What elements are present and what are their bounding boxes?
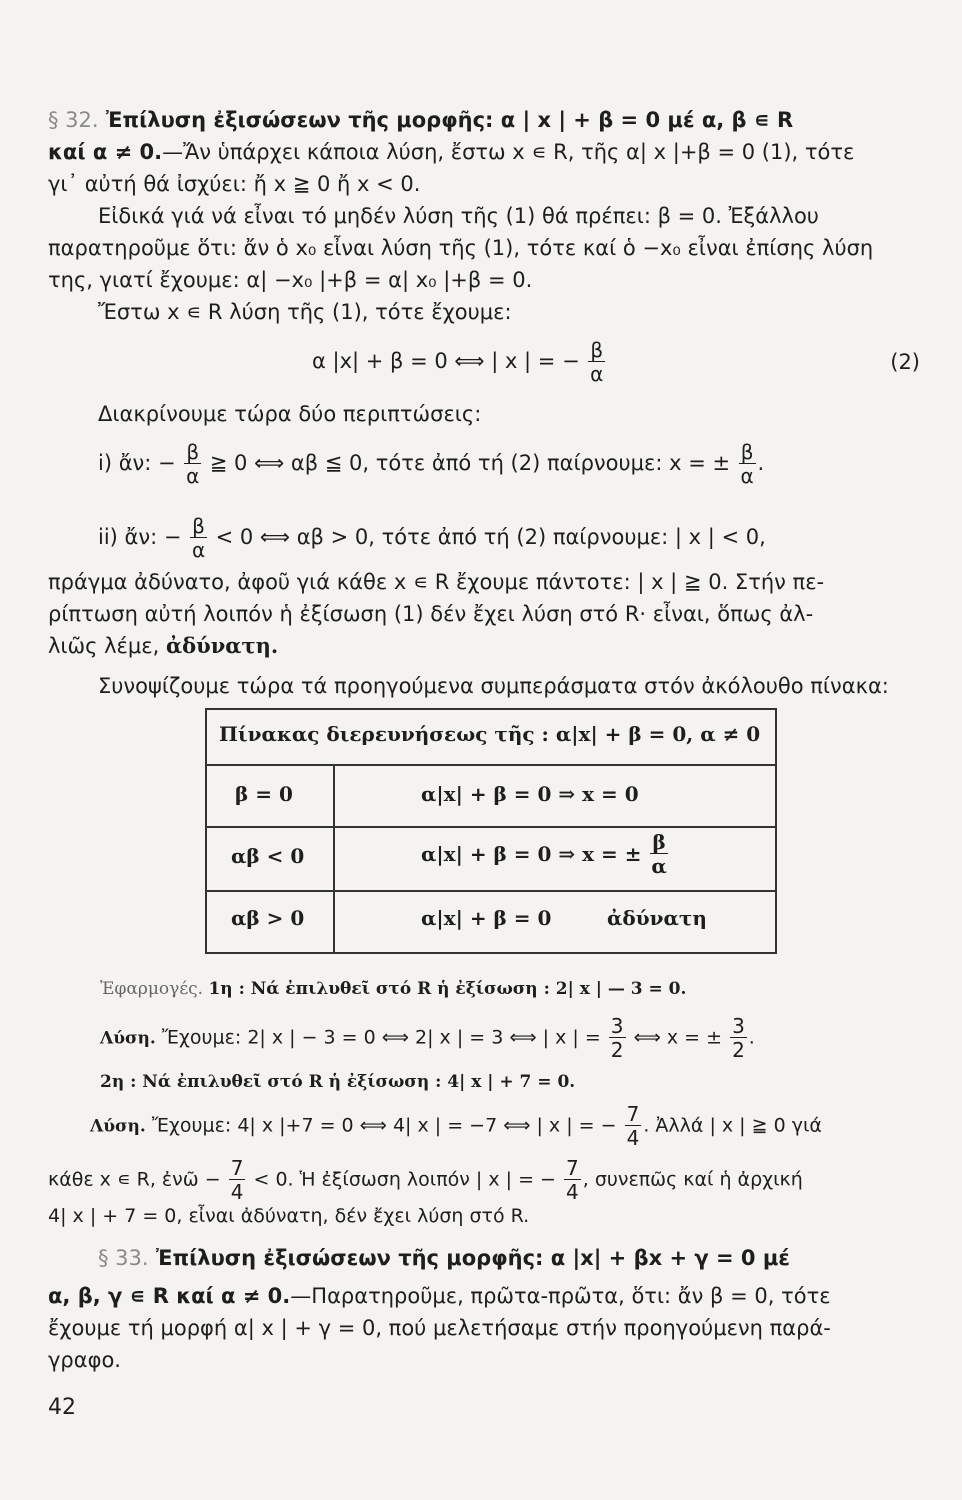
table-header: Πίνακας διερευνήσεως τῆς : α|x| + β = 0, α ≠ 0	[219, 722, 761, 746]
table-cell-result: α|x| + β = 0 ⇒ x = 0	[421, 782, 639, 806]
numerator: 7	[230, 1156, 244, 1180]
section-33-title	[98, 1244, 920, 1272]
paragraph-line: παρατηροῦμε ὅτι: ἄν ὁ x₀ εἶναι λύση τῆς (1), τότε καί ὁ −x₀ εἶναι ἐπίσης λύση	[48, 236, 874, 260]
table-border	[205, 952, 777, 954]
denominator: 4	[230, 1180, 244, 1204]
denominator: 4	[626, 1126, 640, 1150]
solution-label: Λύση.	[90, 1116, 146, 1137]
application-2-line-2	[48, 1158, 920, 1202]
paragraph-line: Διακρίνουμε τώρα δύο περιπτώσεις:	[98, 402, 482, 426]
fraction	[650, 832, 667, 876]
paragraph-text: λιῶς λέμε,	[48, 634, 160, 658]
paragraph-line: Εἰδικά γιά νά εἶναι τό μηδέν λύση τῆς (1) θά πρέπει: β = 0. Ἐξάλλου	[98, 204, 819, 228]
paragraph-text: —Παρατηροῦμε, πρῶτα-πρῶτα, ὅτι: ἄν β = 0, τότε	[290, 1284, 831, 1308]
equation-2	[312, 340, 712, 384]
section-33-number: § 33.	[98, 1246, 149, 1270]
denominator: α	[590, 362, 604, 386]
paragraph-text: —Ἄν ὑπάρχει κάποια λύση, ἔστω x ∊ R, τῆς α| x |+β = 0 (1), τότε	[162, 140, 855, 164]
application-1-solution	[100, 1016, 920, 1060]
case-text: .	[757, 451, 765, 475]
case-text: ii) ἄν: −	[98, 525, 182, 549]
solution-text: κάθε x ∊ R, ἐνῶ −	[48, 1168, 221, 1191]
numerator: 7	[566, 1156, 579, 1180]
paragraph-line	[48, 632, 920, 660]
application-2-solution	[90, 1104, 920, 1148]
paragraph-line: γι᾽ αὐτή θά ἰσχύει: ἤ x ≧ 0 ἤ x < 0.	[48, 172, 421, 196]
section-32-number: § 32.	[48, 108, 99, 132]
page-number: 42	[48, 1395, 76, 1420]
solution-text: < 0. Ἡ ἐξίσωση λοιπόν | x | = −	[253, 1168, 556, 1191]
section-33-title-cont: α, β, γ ∊ R καί α ≠ 0.	[48, 1284, 291, 1308]
fraction	[229, 1158, 246, 1202]
paragraph-line: γραφο.	[48, 1348, 121, 1372]
fraction	[588, 340, 605, 384]
fraction	[625, 1104, 642, 1148]
application-2-title: 2η : Νά ἐπιλυθεῖ στό R ἡ ἐξίσωση : 4| x | + 7 = 0.	[100, 1072, 576, 1092]
numerator: β	[590, 338, 604, 362]
section-33-title-text: Ἐπίλυση ἐξισώσεων τῆς μορφῆς: α |x| + βx + γ = 0 μέ	[155, 1246, 790, 1270]
numerator: β	[192, 514, 205, 538]
fraction	[739, 442, 756, 486]
denominator: 4	[566, 1180, 579, 1204]
section-33-line-2	[48, 1282, 920, 1310]
numerator: β	[186, 440, 200, 464]
table-border	[205, 826, 777, 828]
numerator: β	[652, 830, 666, 854]
denominator: α	[186, 464, 200, 488]
solution-text: ⟺ x = ±	[633, 1026, 723, 1049]
numerator: 3	[732, 1014, 745, 1038]
section-32-title	[48, 106, 920, 134]
numerator: 7	[626, 1102, 640, 1126]
table-border	[205, 890, 777, 892]
fraction	[190, 516, 207, 560]
case-2	[98, 516, 920, 560]
case-text: < 0 ⟺ αβ > 0, τότε ἀπό τή (2) παίρνουμε: | x | < 0,	[215, 525, 766, 549]
table-cell-result: α|x| + β = 0	[421, 906, 552, 930]
table-border	[775, 708, 777, 954]
denominator: α	[740, 464, 754, 488]
denominator: 2	[732, 1038, 745, 1062]
table-cell-extra: ἀδύνατη	[607, 906, 707, 930]
paragraph-line: Ἔστω x ∊ R λύση τῆς (1), τότε ἔχουμε:	[98, 300, 512, 324]
table-cell-condition: αβ < 0	[231, 844, 305, 868]
fraction	[609, 1016, 626, 1060]
fraction	[730, 1016, 747, 1060]
solution-label: Λύση.	[100, 1028, 156, 1049]
summary-table	[205, 708, 777, 954]
paragraph-line: ἔχουμε τή μορφή α| x | + γ = 0, πού μελετήσαμε στήν προηγούμενη παρά-	[48, 1316, 831, 1340]
case-text: i) ἄν: −	[98, 451, 176, 475]
table-border	[205, 764, 777, 766]
section-32-title-cont: καί α ≠ 0.	[48, 140, 163, 164]
fraction	[564, 1158, 581, 1202]
fraction	[184, 442, 201, 486]
table-result-text: α|x| + β = 0 ⇒ x = ±	[421, 842, 642, 866]
solution-text: .	[748, 1026, 755, 1049]
table-border	[205, 708, 777, 710]
table-border	[333, 764, 335, 954]
section-32-line-2	[48, 138, 920, 166]
equation-text: α |x| + β = 0 ⟺ | x | = −	[312, 349, 580, 373]
solution-text: Ἔχουμε: 4| x |+7 = 0 ⟺ 4| x | = −7 ⟺ | x | = −	[151, 1114, 617, 1137]
section-32-title-text: Ἐπίλυση ἐξισώσεων τῆς μορφῆς: α | x | + β = 0 μέ α, β ∊ R	[105, 108, 794, 132]
paragraph-line: ρίπτωση αὐτή λοιπόν ἡ ἐξίσωση (1) δέν ἔχει λύση στό R· εἶναι, ὅπως ἀλ-	[48, 602, 814, 626]
table-cell-result	[421, 832, 670, 876]
paragraph-line: Συνοψίζουμε τώρα τά προηγούμενα συμπεράσματα στόν ἀκόλουθο πίνακα:	[98, 674, 889, 698]
denominator: α	[191, 538, 206, 562]
paragraph-line: της, γιατί ἔχουμε: α| −x₀ |+β = α| x₀ |+β = 0.	[48, 268, 533, 292]
table-cell-condition: αβ > 0	[231, 906, 305, 930]
paragraph-line: πράγμα ἀδύνατο, ἀφοῦ γιά κάθε x ∊ R ἔχουμε πάντοτε: | x | ≧ 0. Στήν πε-	[48, 570, 825, 594]
case-1	[98, 442, 920, 486]
numerator: β	[740, 440, 754, 464]
applications-label: Ἐφαρμογές.	[100, 979, 204, 999]
table-cell-condition: β = 0	[235, 782, 293, 806]
numerator: 3	[610, 1014, 624, 1038]
table-border	[205, 708, 207, 954]
solution-text: Ἔχουμε: 2| x | − 3 = 0 ⟺ 2| x | = 3 ⟺ | x | =	[161, 1026, 601, 1049]
application-2-line-3: 4| x | + 7 = 0, εἶναι ἀδύνατη, δέν ἔχει λύση στό R.	[48, 1205, 530, 1227]
denominator: 2	[610, 1038, 624, 1062]
application-1-title	[100, 975, 920, 1003]
application-1-text: 1η : Νά ἐπιλυθεῖ στό R ἡ ἐξίσωση : 2| x | — 3 = 0.	[208, 979, 687, 999]
emphasis-text: ἀδύνατη.	[165, 633, 279, 658]
case-text: ≧ 0 ⟺ αβ ≦ 0, τότε ἀπό τή (2) παίρνουμε: x = ±	[209, 451, 731, 475]
denominator: α	[651, 854, 667, 878]
solution-text: . Ἀλλά | x | ≧ 0 γιά	[643, 1114, 822, 1137]
solution-text: , συνεπῶς καί ἡ ἀρχική	[582, 1168, 803, 1191]
equation-label: (2)	[890, 350, 920, 374]
